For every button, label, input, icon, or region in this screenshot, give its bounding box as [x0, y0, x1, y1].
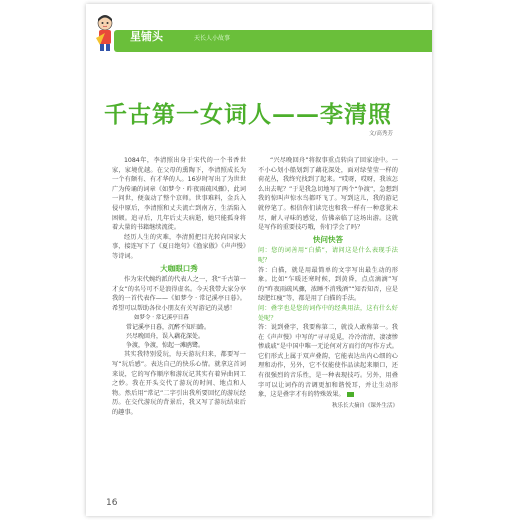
- column-subtitle: 天长人小故事: [194, 35, 231, 42]
- left-column: [112, 156, 246, 417]
- answer-text: 答：说到叠字，我要称第二，就没人敢称第一。我在《声声慢》中写的“寻寻觅觅，冷冷清清，凄凄惨惨戚戚”是中国中唯一无论何对方而行的写作方式。它们形式上属于双声叠韵，它能表达出内心细的心理和动作，另外，它不仅能使作品读起来顺口，还有很强烈的音乐性，是一种表现技巧。另外，用叠字可以让词作的音调更加和谐悦耳，并让生动形象，这是叠字才有的特殊效果。: [258, 324, 398, 399]
- poem-block: [112, 314, 246, 351]
- paragraph: 经历人生的灾难，李清照把目光转向国家大事，接连写下了《夏日绝句》《渔家傲》《声声慢》等诗词。: [112, 233, 246, 260]
- section-title: 大咖眼口秀: [160, 263, 198, 273]
- question: 问：您的词善用“白描”，请问这是什么表现手法呢？: [258, 247, 398, 264]
- paragraph: 其实我特别爱玩，每天游玩归来，都要写一写“玩后感”。表达自己的快乐心情。就拿这首词来说，它的写作顺序和游玩记其实有着异曲同工之妙。我在开头交代了游玩的时间、地点和人物。然后用“常记”二字引出我所要回忆的游玩经历。在交代游玩的背景后，我又写了游玩结束后的趣事。: [112, 351, 246, 416]
- question: 问：叠字也是您的词作中的经典用法，这有什么好处呢？: [258, 304, 398, 322]
- mascot-icon: [94, 14, 116, 52]
- poem-line: 兴尽晚回舟，误入藕花深处。: [126, 332, 205, 340]
- paragraph: 作为宋代婉约派的代表人之一，我“千古第一才女”的名号可不是浪得虚名。今天我带大家分享我的一首代表作——《如梦令 · 常记溪亭日暮》。希望可以帮助各位小朋友有关写游记的灵感！: [112, 276, 246, 312]
- poem-line: 常记溪亭日暮，沉醉不知归路。: [126, 323, 211, 331]
- answer: [258, 323, 398, 400]
- article-title: 千古第一女词人——李清照: [104, 101, 392, 128]
- section-title: 快问快答: [313, 234, 343, 244]
- page-header: [86, 4, 432, 62]
- poem-title: 如梦令 · 常记溪亭日暮: [134, 314, 189, 321]
- end-mark-icon: [347, 392, 354, 397]
- paragraph: 1084年，李清照出身于宋代的一个书香世家，家境优越。在父母的熏陶下，李清照成长为一个有颇有、有才华的人。16岁时写出了为世世广为传诵的词章《如梦令 · 昨夜雨疏风骤》，此词一问世，便轰动了整个京师。世事难料，金兵入侵中原后，李清照和丈夫流亡到南方，生活陷入困顿。追寻后，几年后丈夫病逝，她只能孤身将着大量的书籍继续流徙。: [112, 157, 246, 232]
- source-credit: 秋乐长大摘自《课外生活》: [331, 402, 398, 409]
- paragraph: “兴尽晚回舟”将叙事重点转向了回家途中。一不小心划小船划到了藕花深处，面对绿莹莹一样的荷花丛，我终究找到了起来。“哎呀，哎呀，我该怎么出去呢？”于是我急切地写了两个“争渡”，急想到我的惊叫声惊水鸟都吓飞了。写到这儿，我的游记就停笔了。相信你们读完也和我一样有一种意犹未尽，耐人寻味的感觉，仿佛亲临了这场出游。这就是写作的重要技巧哦，你们学会了吗？: [258, 157, 398, 232]
- article-author: 文/高秀芳: [369, 131, 393, 137]
- magazine-page: [86, 4, 432, 516]
- poem-line: 争渡，争渡，惊起一滩鸥鹭。: [126, 342, 205, 350]
- answer: 答：白描，就是用最简单的文字写出最生动的形象。比如“乍暖还寒时候，到黄昏，点点滴滴”写的“昨夜雨疏风骤，浓睡不消残酒”“知否知否，应是绿肥红瘦”等，都是用了白描的手法。: [258, 266, 398, 303]
- right-column: [258, 156, 398, 411]
- page-number: 16: [106, 498, 118, 508]
- column-name: 星铺头: [130, 30, 163, 43]
